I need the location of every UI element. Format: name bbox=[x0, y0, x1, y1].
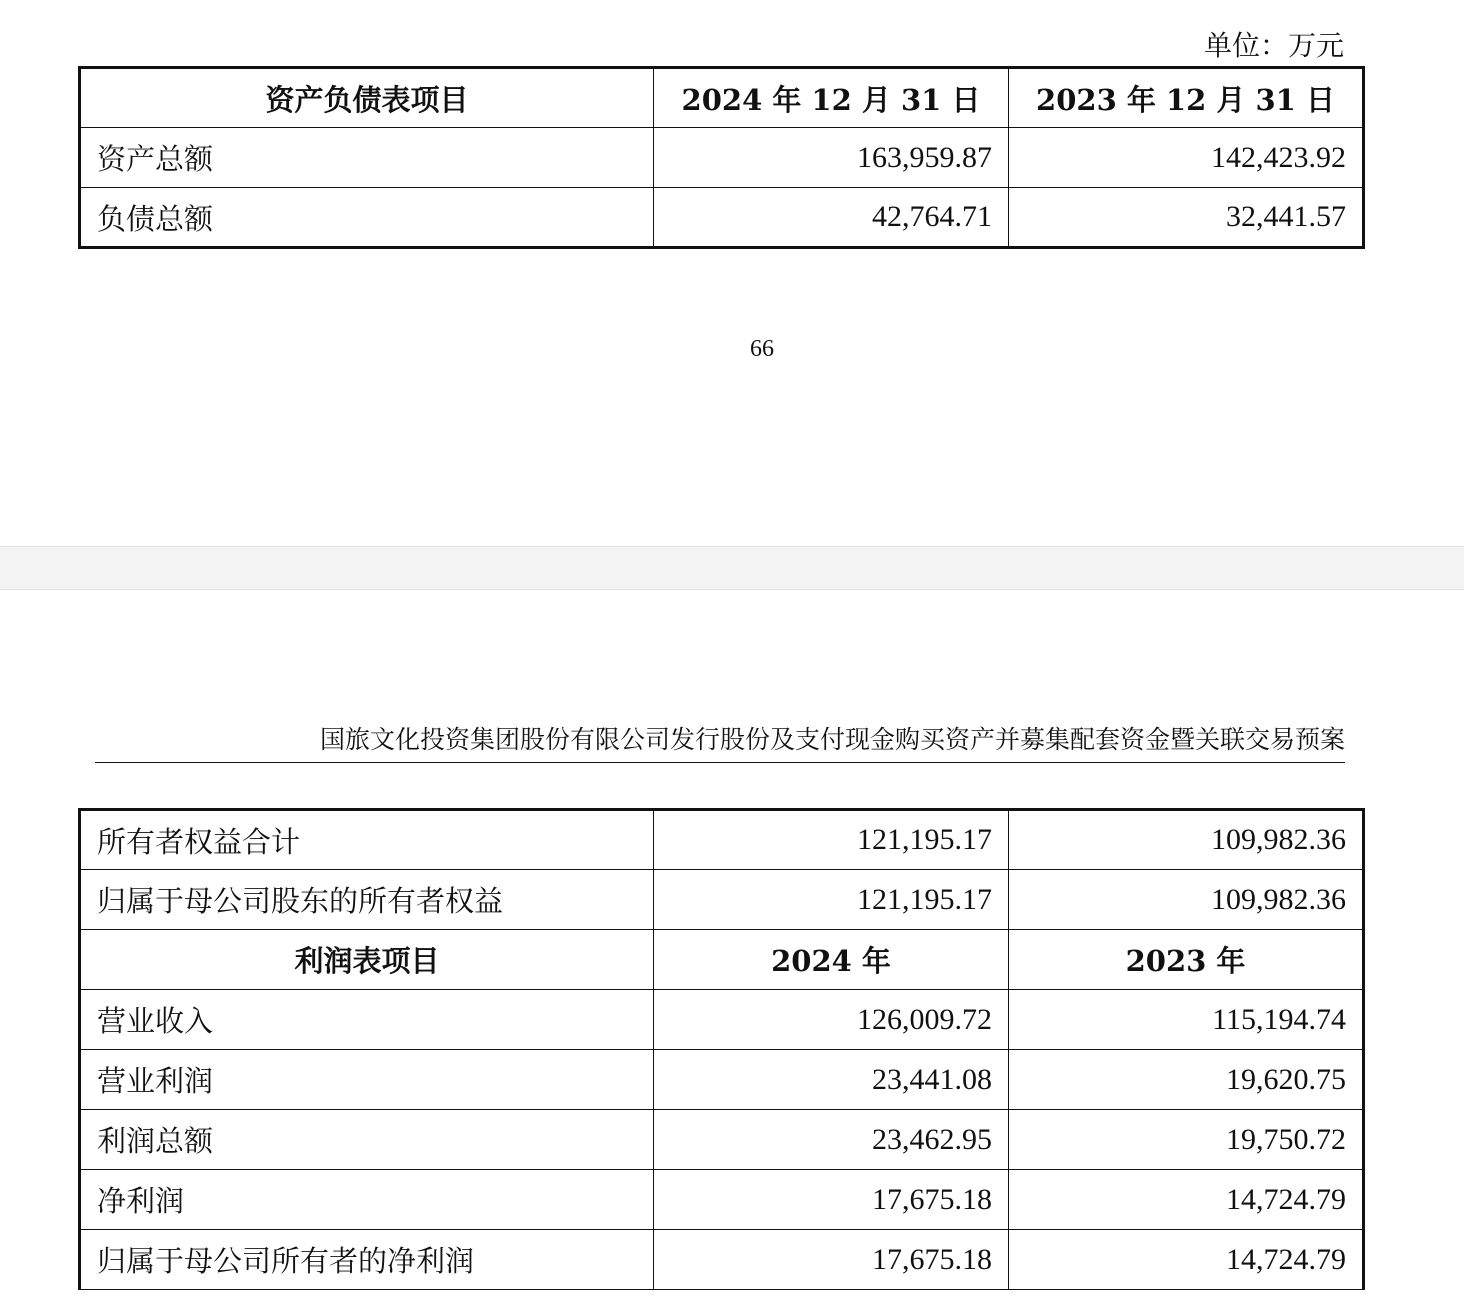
table-row bbox=[80, 1050, 1364, 1110]
value-2024: 23,441.08 bbox=[654, 1050, 1009, 1110]
table-header-row bbox=[80, 68, 1364, 128]
row-label: 归属于母公司所有者的净利润 bbox=[80, 1230, 654, 1290]
value-2023: 115,194.74 bbox=[1009, 990, 1364, 1050]
table-row bbox=[80, 1170, 1364, 1230]
table-row bbox=[80, 810, 1364, 870]
document-page-67 bbox=[0, 590, 1464, 1296]
row-label: 营业收入 bbox=[80, 990, 654, 1050]
header-cell-2023: 2023 年 12 月 31 日 bbox=[1009, 68, 1364, 128]
value-2024: 23,462.95 bbox=[654, 1110, 1009, 1170]
row-label: 利润总额 bbox=[80, 1110, 654, 1170]
table-row bbox=[80, 128, 1364, 188]
value-2023: 109,982.36 bbox=[1009, 810, 1364, 870]
balance-sheet-table bbox=[78, 66, 1365, 249]
table-row bbox=[80, 1110, 1364, 1170]
value-2023: 32,441.57 bbox=[1009, 188, 1364, 248]
row-label: 营业利润 bbox=[80, 1050, 654, 1110]
header-cell-2023: 2023 年 bbox=[1009, 930, 1364, 990]
value-2024: 17,675.18 bbox=[654, 1170, 1009, 1230]
table-row bbox=[80, 870, 1364, 930]
header-cell-item: 资产负债表项目 bbox=[80, 68, 654, 128]
page-number: 66 bbox=[750, 336, 774, 362]
row-label: 归属于母公司股东的所有者权益 bbox=[80, 870, 654, 930]
income-header-row bbox=[80, 930, 1364, 990]
row-label: 所有者权益合计 bbox=[80, 810, 654, 870]
value-2023: 109,982.36 bbox=[1009, 870, 1364, 930]
value-2023: 142,423.92 bbox=[1009, 128, 1364, 188]
value-2024: 17,675.18 bbox=[654, 1230, 1009, 1290]
value-2023: 14,724.79 bbox=[1009, 1170, 1364, 1230]
value-2023: 14,724.79 bbox=[1009, 1230, 1364, 1290]
value-2024: 163,959.87 bbox=[654, 128, 1009, 188]
value-2024: 42,764.71 bbox=[654, 188, 1009, 248]
value-2023: 19,620.75 bbox=[1009, 1050, 1364, 1110]
header-cell-2024: 2024 年 12 月 31 日 bbox=[654, 68, 1009, 128]
value-2024: 126,009.72 bbox=[654, 990, 1009, 1050]
table-row bbox=[80, 1230, 1364, 1290]
table-row bbox=[80, 990, 1364, 1050]
financial-table-continued bbox=[78, 808, 1365, 1290]
value-2024: 121,195.17 bbox=[654, 810, 1009, 870]
header-cell-2024: 2024 年 bbox=[654, 930, 1009, 990]
row-label: 资产总额 bbox=[80, 128, 654, 188]
table-row bbox=[80, 188, 1364, 248]
row-label: 净利润 bbox=[80, 1170, 654, 1230]
value-2024: 121,195.17 bbox=[654, 870, 1009, 930]
document-page-66 bbox=[0, 0, 1464, 546]
unit-label: 单位：万元 bbox=[1203, 29, 1344, 62]
header-cell-item: 利润表项目 bbox=[80, 930, 654, 990]
page-gap bbox=[0, 546, 1464, 590]
row-label: 负债总额 bbox=[80, 188, 654, 248]
running-header: 国旅文化投资集团股份有限公司发行股份及支付现金购买资产并募集配套资金暨关联交易预案 bbox=[95, 720, 1345, 763]
value-2023: 19,750.72 bbox=[1009, 1110, 1364, 1170]
